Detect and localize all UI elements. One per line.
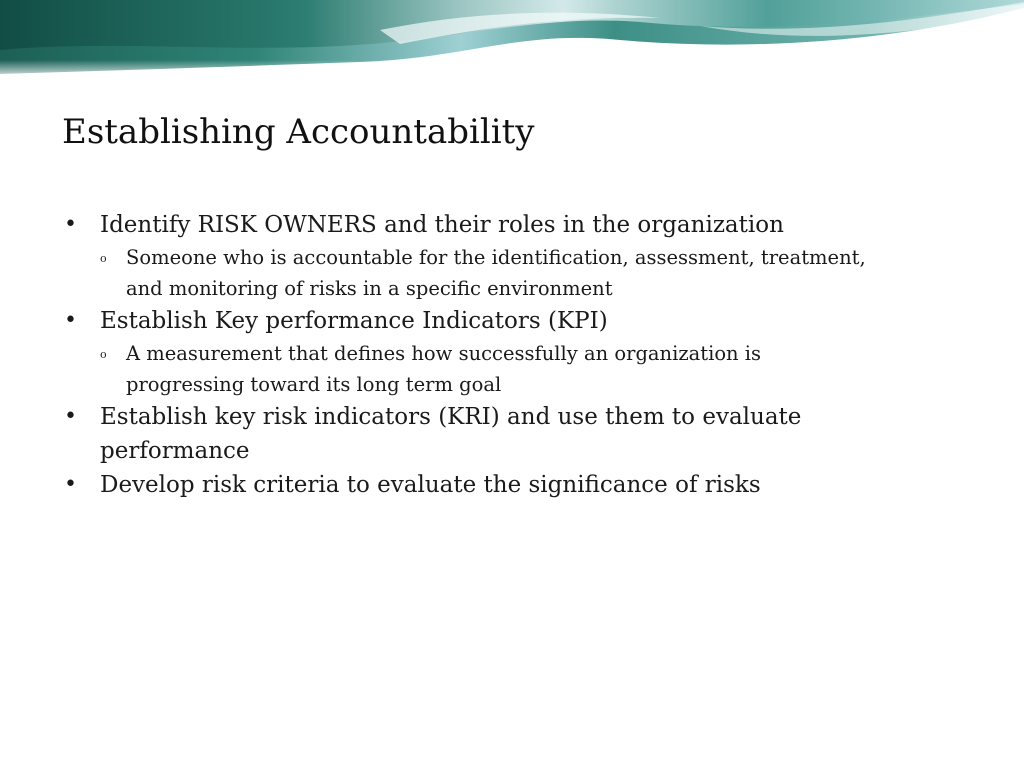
slide-title: Establishing Accountability	[62, 112, 535, 152]
bullet-dot-icon: •	[64, 308, 77, 333]
sub-bullet-text: A measurement that defines how successfully an organization is progressing toward its long term goal	[126, 342, 762, 396]
bullet-text: Establish key risk indicators (KRI) and use them to evaluate performance	[100, 404, 802, 464]
bullet-item-1	[62, 208, 882, 242]
sub-bullet-item-1	[62, 242, 882, 304]
bullet-list	[62, 208, 882, 502]
bullet-dot-icon: •	[64, 212, 77, 237]
bullet-item-2	[62, 304, 882, 338]
bullet-dot-icon: •	[64, 404, 77, 429]
bullet-item-4	[62, 468, 882, 502]
sub-bullet-item-2	[62, 338, 882, 400]
hollow-circle-bullet-icon: o	[100, 252, 107, 265]
bullet-text: Identify RISK OWNERS and their roles in the organization	[100, 212, 784, 238]
bullet-dot-icon: •	[64, 472, 77, 497]
sub-bullet-text: Someone who is accountable for the identification, assessment, treatment, and monitoring of risks in a specific environment	[126, 246, 866, 300]
bullet-item-3	[62, 400, 882, 468]
bullet-text: Develop risk criteria to evaluate the significance of risks	[100, 472, 761, 498]
decorative-wave-banner	[0, 0, 1024, 80]
bullet-text: Establish Key performance Indicators (KPI)	[100, 308, 608, 334]
hollow-circle-bullet-icon: o	[100, 348, 107, 361]
